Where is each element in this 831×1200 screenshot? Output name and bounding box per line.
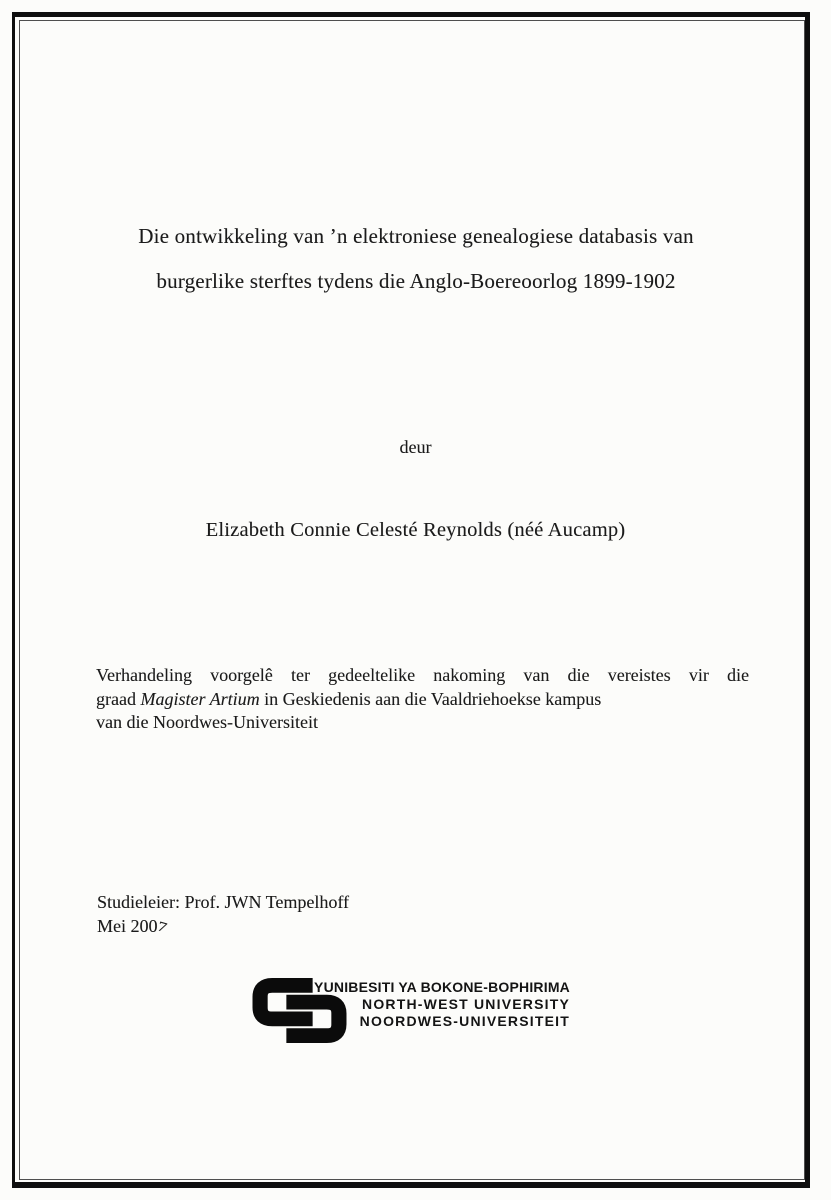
statement-line1: Verhandeling voorgelê ter gedeeltelike nakoming van die vereistes vir die <box>96 665 749 685</box>
author-name: Elizabeth Connie Celesté Reynolds (néé Aucamp) <box>205 519 626 541</box>
statement-line2 <box>96 688 749 712</box>
date-prefix: Mei 200 <box>97 916 158 936</box>
statement-line3: van die Noordwes-Universiteit <box>96 712 318 733</box>
submission-statement <box>96 664 749 735</box>
university-name-setswana: YUNIBESITI YA BOKONE-BOPHIRIMA <box>314 979 570 995</box>
date-line <box>97 914 349 938</box>
university-name-afrikaans: NOORDWES-UNIVERSITEIT <box>359 1013 570 1029</box>
university-name-block <box>258 979 570 1030</box>
date-last-digit: 7 <box>155 918 169 936</box>
statement-degree-name: Magister Artium <box>140 688 260 709</box>
byline-deur: deur <box>399 437 432 457</box>
thesis-title <box>4 214 828 304</box>
supervisor-line: Studieleier: Prof. JWN Tempelhoff <box>97 892 350 912</box>
supervisor-block <box>97 890 349 938</box>
thesis-title-line1: Die ontwikkeling van ’n elektroniese genealogiese databasis van <box>138 224 694 248</box>
thesis-title-line2: burgerlike sterftes tydens die Anglo-Boereoorlog 1899-1902 <box>156 269 676 293</box>
statement-line2-prefix: graad <box>96 688 141 709</box>
statement-line2-suffix: in Geskiedenis aan die Vaaldriehoekse kampus <box>259 688 602 709</box>
university-name-english: NORTH-WEST UNIVERSITY <box>362 996 570 1012</box>
